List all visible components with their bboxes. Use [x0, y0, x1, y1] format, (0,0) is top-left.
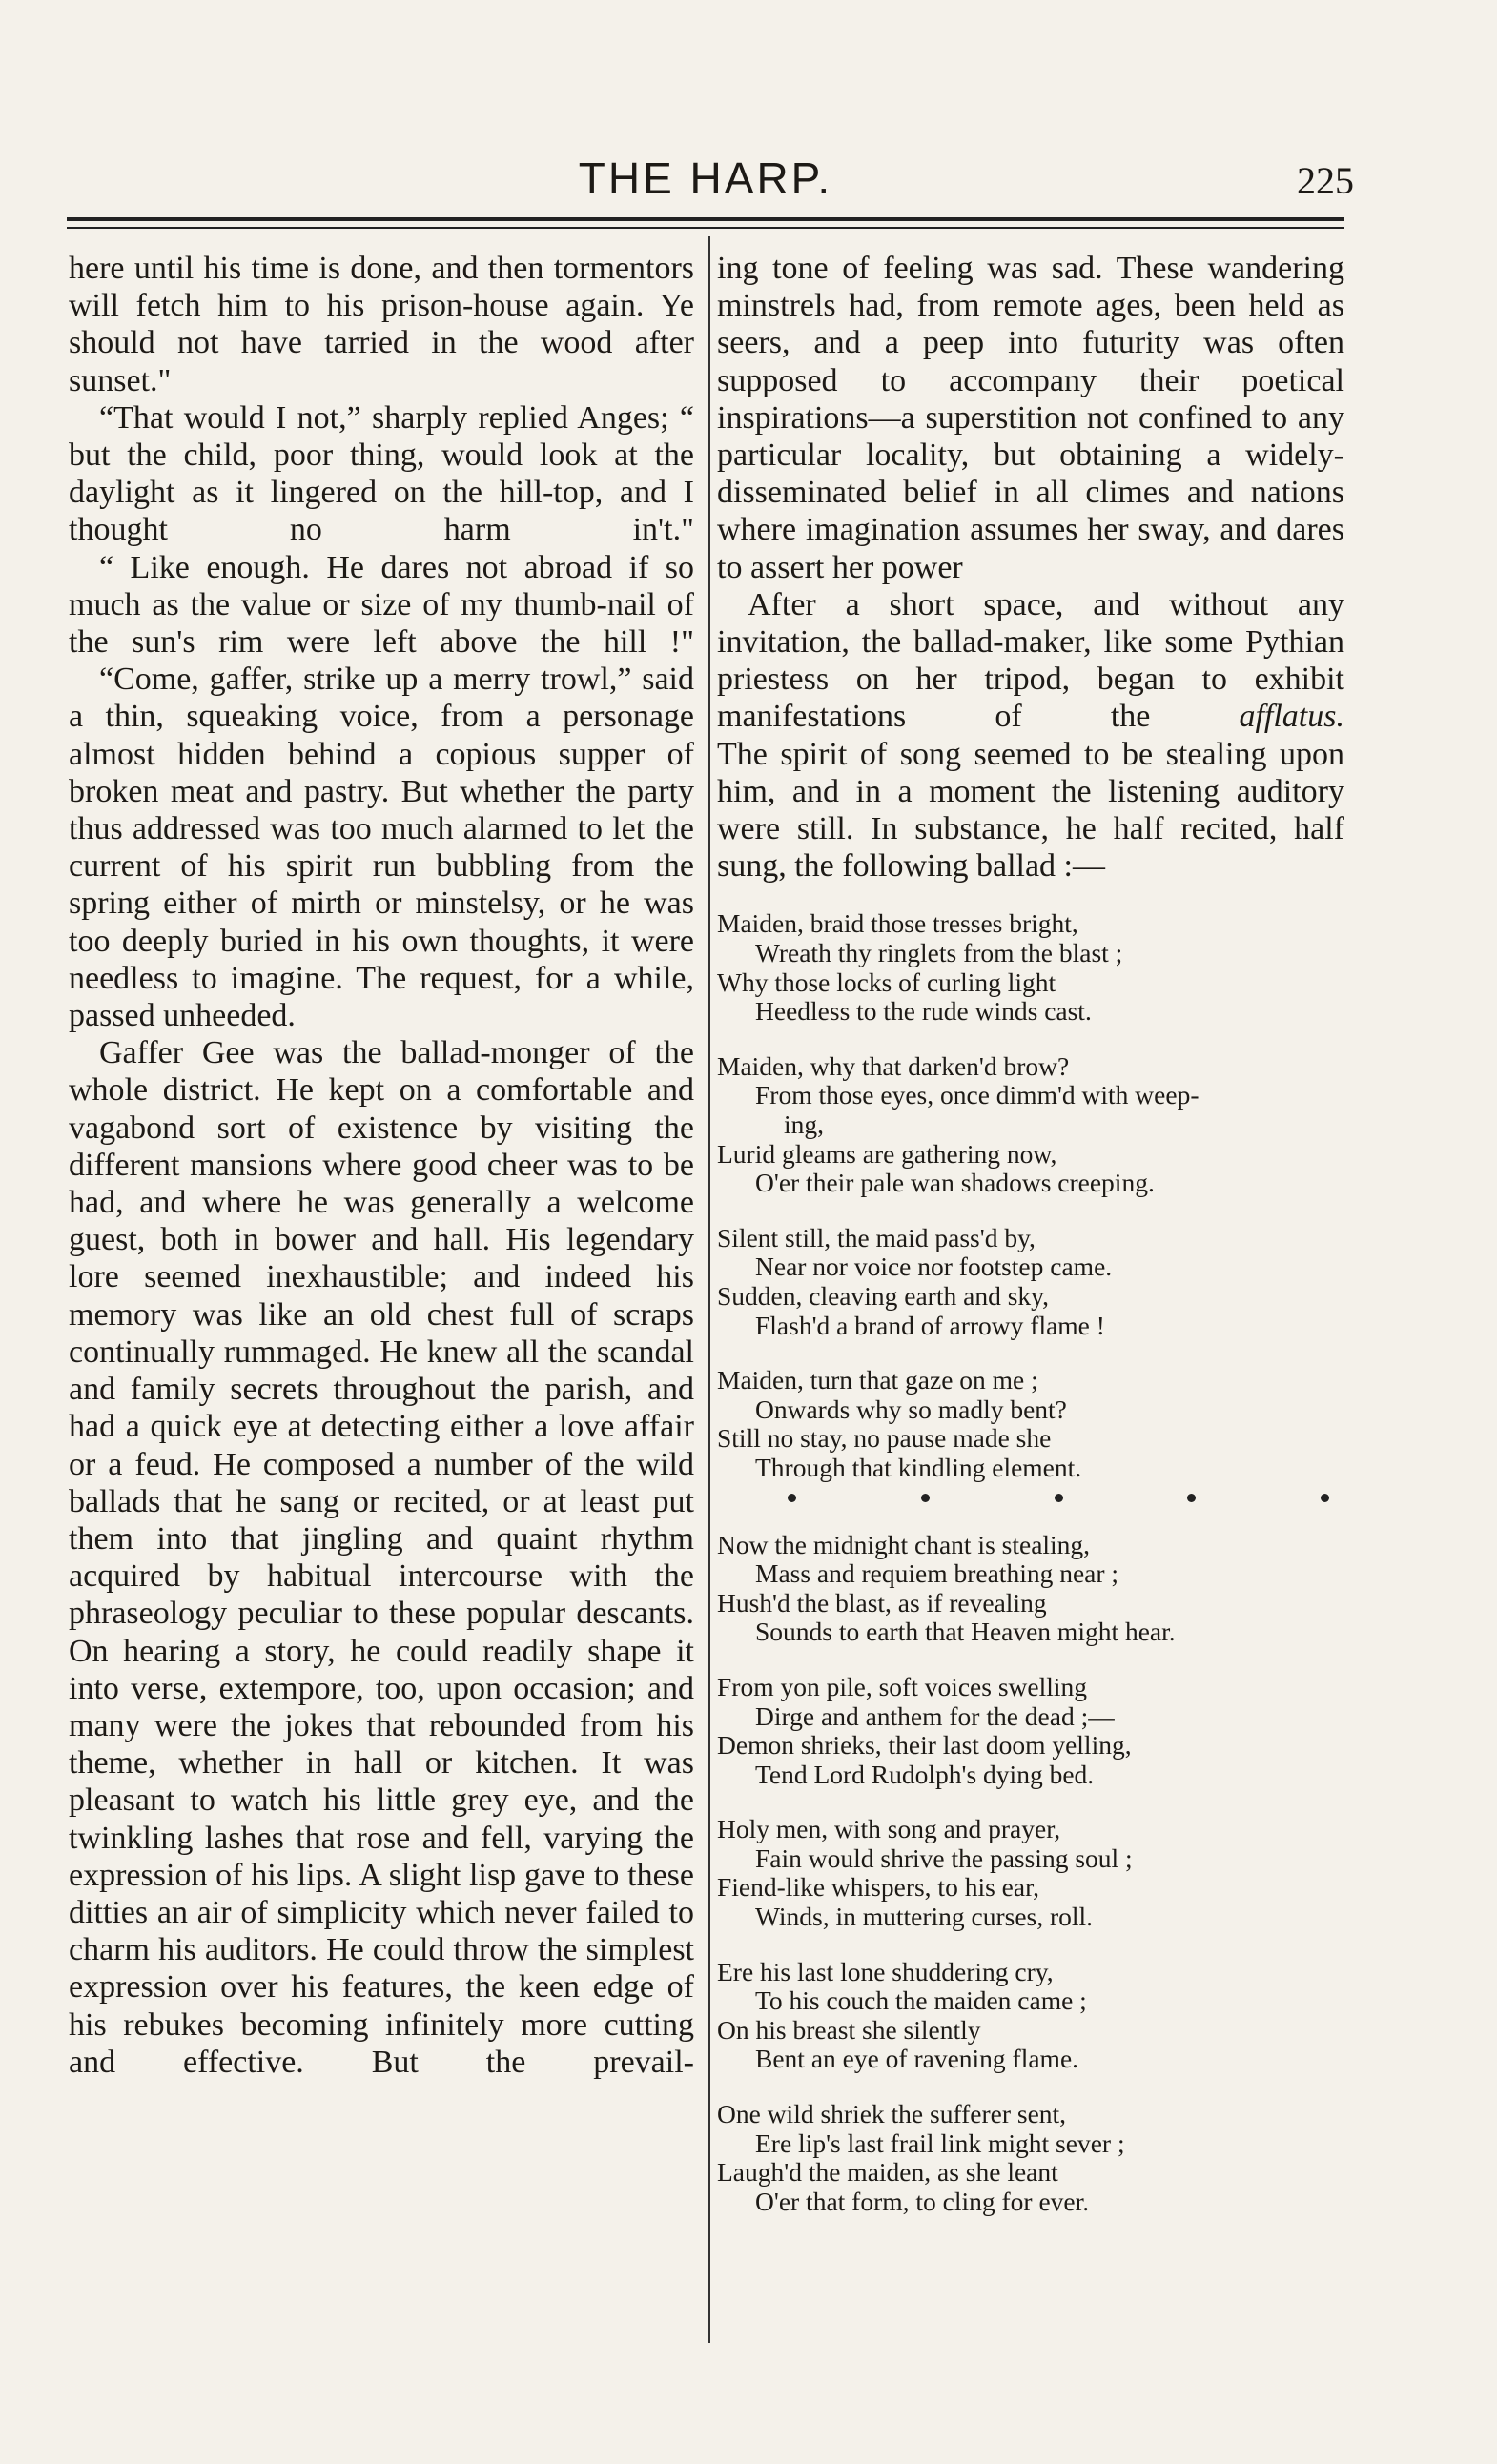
paragraph: here until his time is done, and then tormentors will fetch him to his prison-house again. Ye should not have tarried in the wood after sunset."	[69, 251, 694, 398]
dot-ornament	[1055, 1494, 1063, 1502]
verse-line: Silent still, the maid pass'd by,	[717, 1222, 1036, 1252]
header-rule-thin	[67, 227, 1344, 229]
verse-line: Now the midnight chant is stealing,	[717, 1529, 1091, 1559]
header-rule-thick	[67, 217, 1344, 221]
dot-ornament	[788, 1494, 796, 1502]
page-header	[67, 153, 1354, 219]
dot-ornament	[1321, 1494, 1329, 1502]
stanza	[717, 1673, 1344, 1789]
stanza	[717, 1224, 1344, 1340]
stanza	[717, 1958, 1344, 2074]
verse-line: Holy men, with song and prayer,	[717, 1814, 1061, 1844]
verse-line: Laugh'd the maiden, as she leant	[717, 2157, 1058, 2188]
verse-line: Fain would shrive the passing soul ;	[755, 1843, 1133, 1873]
verse-line: Onwards why so madly bent?	[755, 1394, 1067, 1424]
verse-line: Near nor voice nor footstep came.	[755, 1252, 1113, 1282]
verse-line: O'er that form, to cling for ever.	[755, 2186, 1090, 2216]
paragraph: “ Like enough. He dares not abroad if so much as the value or size of my thumb-nail of the sun's rim were left above the hill !"	[69, 549, 694, 661]
verse-line: Flash'd a brand of arrowy flame !	[755, 1310, 1105, 1340]
verse-line: Why those locks of curling light	[717, 967, 1056, 997]
verse-line: O'er their pale wan shadows creeping.	[755, 1168, 1155, 1198]
stanza	[717, 1052, 1344, 1198]
column-divider	[708, 236, 710, 2343]
verse-line: Demon shrieks, their last doom yelling,	[717, 1730, 1132, 1761]
verse-line: Lurid gleams are gathering now,	[717, 1138, 1057, 1169]
verse-line: Through that kindling element.	[755, 1452, 1082, 1482]
right-column	[717, 250, 1344, 2242]
paragraph: “Come, gaffer, strike up a merry trowl,” said a thin, squeaking voice, from a personage almost hidden behind a copious supper of broken meat and pastry. But whether the party thus addressed was too much alarmed to let the current of his spirit run bubbling from the spring either of mirth or minstelsy, or he was too deeply buried in his own thoughts, it were needless to imagine. The request, for a while, passed unheeded.	[69, 662, 694, 1034]
dot-ornament	[921, 1494, 930, 1502]
verse-line: Heedless to the rude winds cast.	[755, 996, 1092, 1027]
paragraph-text: After a short space, and without any invitation, the ballad-maker, like some Pythian priestess on her tripod, began to exhibit manifestations of the	[717, 586, 1344, 735]
stanza	[717, 2100, 1344, 2216]
dot-ornament	[1187, 1494, 1196, 1502]
verse-line: From those eyes, once dimm'd with weep-	[755, 1080, 1200, 1110]
verse-line: Wreath thy ringlets from the blast ;	[755, 938, 1123, 968]
verse-line: Still no stay, no pause made she	[717, 1423, 1052, 1454]
verse-line: Dirge and anthem for the dead ;—	[755, 1700, 1115, 1731]
verse-line: Hush'd the blast, as if revealing	[717, 1587, 1047, 1618]
running-title: THE HARP.	[578, 153, 833, 203]
verse-line: Mass and requiem breathing near ;	[755, 1558, 1119, 1589]
section-break-dots	[717, 1494, 1344, 1502]
verse-line: Maiden, braid those tresses bright,	[717, 908, 1078, 939]
page-number: 225	[1297, 159, 1354, 202]
verse-line: Maiden, turn that gaze on me ;	[717, 1365, 1038, 1395]
ballad-poem	[717, 909, 1344, 2216]
verse-line: Bent an eye of ravening flame.	[755, 2044, 1079, 2074]
verse-line: Sudden, cleaving earth and sky,	[717, 1280, 1049, 1311]
verse-line: Tend Lord Rudolph's dying bed.	[755, 1759, 1095, 1789]
verse-line: Ere lip's last frail link might sever ;	[755, 2128, 1125, 2158]
paragraph: ing tone of feeling was sad. These wandering minstrels had, from remote ages, been held as seers, and a peep into futurity was often supposed to accompany their poetical inspirations—a superstition not confined to any particular locality, but obtaining a widely-disseminated belief in all climes and nations where imagination assumes her sway, and dares to assert her power	[717, 251, 1344, 585]
verse-line: Sounds to earth that Heaven might hear.	[755, 1617, 1176, 1647]
verse-line: Maiden, why that darken'd brow?	[717, 1050, 1070, 1081]
left-column	[69, 250, 694, 2081]
verse-line: Fiend-like whispers, to his ear,	[717, 1872, 1040, 1903]
paragraph: “That would I not,” sharply replied Anges; “ but the child, poor thing, would look at the daylight as it lingered on the hill-top, and I thought no harm in't."	[69, 399, 694, 548]
paragraph: The spirit of song seemed to be stealing upon him, and in a moment the listening auditory were still. In substance, he half recited, half sung, the following ballad :—	[717, 736, 1344, 885]
stanza	[717, 1531, 1344, 1647]
italic-word: afflatus.	[1239, 699, 1344, 735]
stanza	[717, 1815, 1344, 1931]
verse-line: From yon pile, soft voices swelling	[717, 1671, 1088, 1701]
verse-line: One wild shriek the sufferer sent,	[717, 2099, 1067, 2129]
verse-line: On his breast she silently	[717, 2014, 981, 2045]
stanza	[717, 909, 1344, 1026]
paragraph: Gaffer Gee was the ballad-monger of the whole district. He kept on a comfortable and vagabond sort of existence by visiting the different mansions where good cheer was to be had, and where he was generally a welcome guest, both in bower and hall. His legendary lore seemed inexhaustible; and indeed his memory was like an old chest full of scraps continually rummaged. He knew all the scandal and family secrets throughout the parish, and had a quick eye at detecting either a love affair or a feud. He composed a number of the wild ballads that he sang or recited, or at least put them into that jingling and quaint rhythm acquired by habitual intercourse with the phraseology peculiar to these popular descants. On hearing a story, he could readily shape it into verse, extempore, too, upon occasion; and many were the jokes that rebounded from his theme, whether in hall or kitchen. It was pleasant to watch his little grey eye, and the twinkling lashes that rose and fell, varying the expression of his lips. A slight lisp gave to these ditties an air of simplicity which never failed to charm his auditors. He could throw the simplest expression over his features, the keen edge of his rebukes becoming infinitely more cutting and effective. But the prevail-	[69, 1035, 694, 2080]
paragraph	[717, 586, 1344, 736]
verse-line: Winds, in muttering curses, roll.	[755, 1902, 1094, 1932]
verse-line: Ere his last lone shuddering cry,	[717, 1956, 1054, 1986]
verse-line: ing,	[784, 1110, 825, 1140]
verse-line: To his couch the maiden came ;	[755, 1985, 1087, 2016]
stanza	[717, 1366, 1344, 1482]
